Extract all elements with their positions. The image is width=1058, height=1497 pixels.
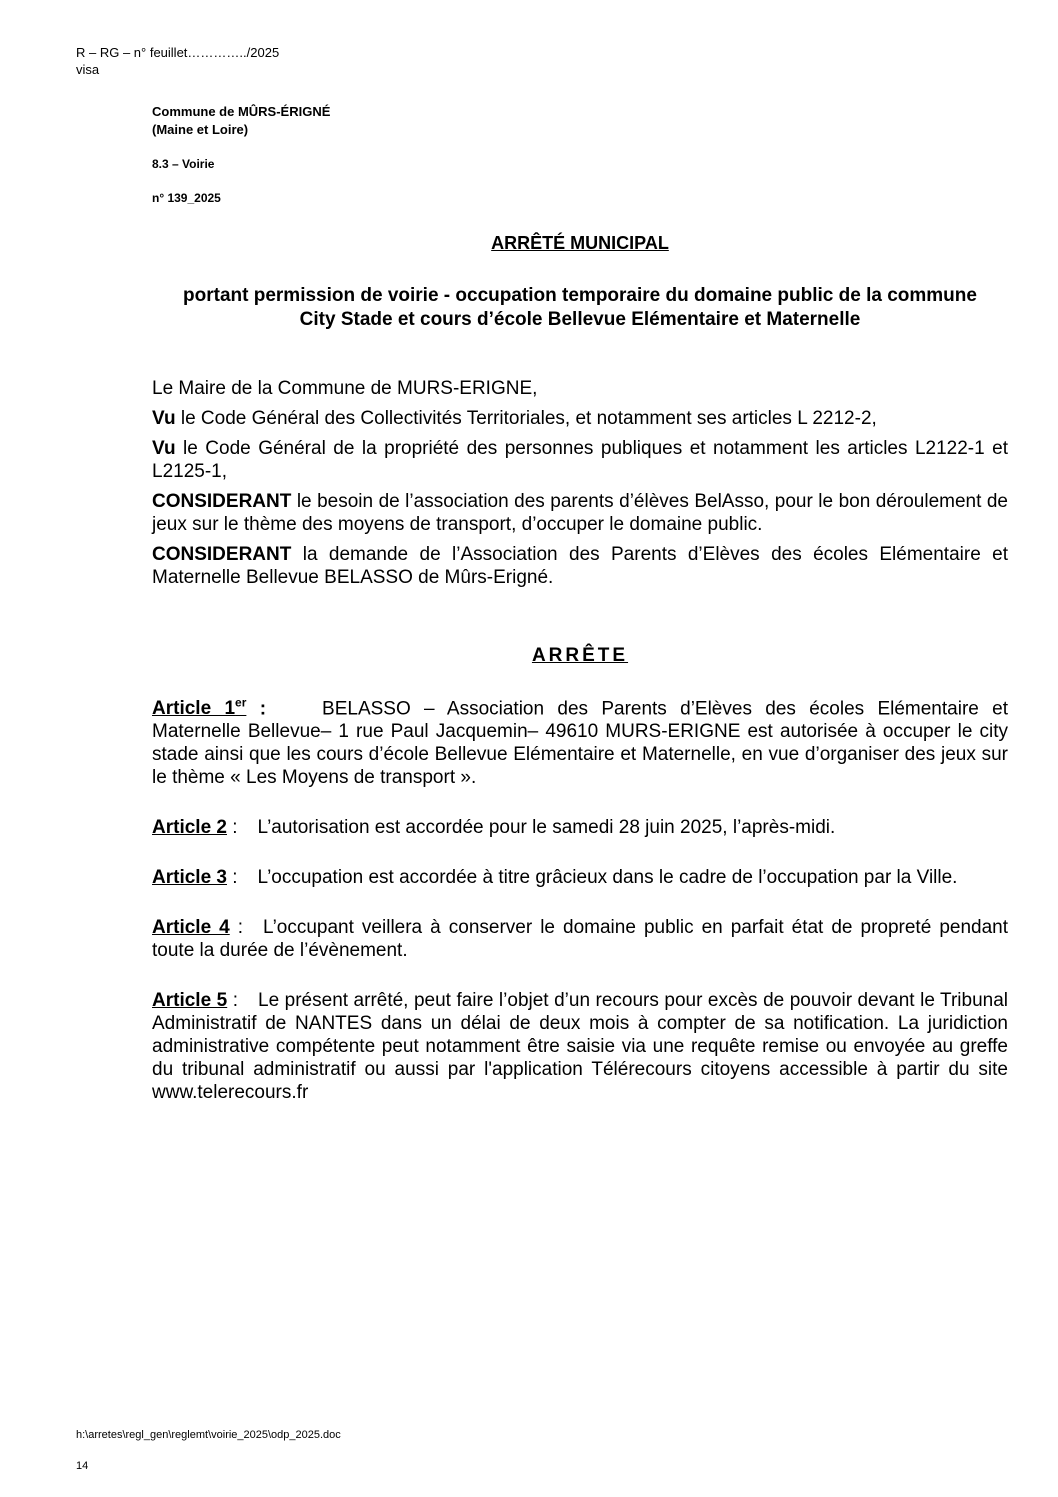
article-1 <box>152 692 1008 789</box>
article-text: Le présent arrêté, peut faire l’objet d’un recours pour excès de pouvoir devant le Tribunal Administratif de NANTES dans un délai de deux mois à compter de sa notification. La juridiction administrative compétente peut notamment être saisie via une requête remise ou envoyée au greffe du tribunal administratif ou aussi par l'application Télérecours citoyens accessible à partir du site www.telerecours.fr <box>152 990 1008 1104</box>
article-5 <box>152 989 1008 1104</box>
commune-department: (Maine et Loire) <box>152 122 249 137</box>
vu-label: Vu <box>152 408 176 429</box>
articles-section <box>152 692 1008 1131</box>
considerant-text: le besoin de l’association des parents d’élèves BelAsso, pour le bon déroulement de jeux sur le thème des moyens de transport, d’occuper le domaine public. <box>152 491 1008 535</box>
preamble <box>152 377 1008 596</box>
article-2 <box>152 816 1008 839</box>
article-label: Article 2 <box>152 817 227 839</box>
article-text: L’occupant veillera à conserver le domaine public en parfait état de propreté pendant toute la durée de l’évènement. <box>152 917 1008 962</box>
article-separator: : <box>246 698 267 720</box>
article-text: L’occupation est accordée à titre grâcieux dans le cadre de l’occupation par la Ville. <box>257 867 958 889</box>
article-label: Article 3 <box>152 867 227 889</box>
subject-line-1: portant permission de voirie - occupation temporaire du domaine public de la commune <box>183 285 977 306</box>
file-path: h:\arretes\regl_gen\reglemt\voirie_2025\odp_2025.doc <box>76 1429 341 1441</box>
article-label: Article 5 <box>152 990 228 1012</box>
considerant-label: CONSIDERANT <box>152 544 292 565</box>
article-separator: : <box>226 867 238 889</box>
commune-block <box>152 103 330 139</box>
vu-label: Vu <box>152 438 176 459</box>
document-subject <box>152 284 1008 332</box>
article-text: BELASSO – Association des Parents d’Elèves des écoles Elémentaire et Maternelle Bellevue– 1 rue Paul Jacquemin– 49610 MURS-ERIGNE est autorisée à occuper le city stade ainsi que les cours d’école Bellevue Elémentaire et Maternelle, en vue d’organiser des jeux sur le thème « Les Moyens de transport ». <box>152 698 1009 789</box>
preamble-considerant-1 <box>152 490 1008 536</box>
considerant-label: CONSIDERANT <box>152 491 292 512</box>
page-number: 14 <box>76 1460 89 1472</box>
decree-number: n° 139_2025 <box>152 191 221 205</box>
preamble-vu-1 <box>152 407 1008 430</box>
preamble-considerant-2 <box>152 543 1008 589</box>
decree-category: 8.3 – Voirie <box>152 157 215 171</box>
article-separator: : <box>226 817 238 839</box>
document-reference <box>76 44 279 78</box>
vu-text: le Code Général de la propriété des personnes publiques et notamment les articles L2122-1 et L2125-1, <box>152 438 1008 482</box>
commune-name: Commune de MÛRS-ÉRIGNÉ <box>152 104 331 119</box>
article-number: Article 1 <box>152 698 236 720</box>
document-title: ARRÊTÉ MUNICIPAL <box>491 233 669 253</box>
preamble-vu-2 <box>152 437 1008 483</box>
article-ordinal-superscript: er <box>235 696 247 710</box>
subject-line-2: City Stade et cours d’école Bellevue Elémentaire et Maternelle <box>299 309 861 330</box>
article-separator: : <box>227 990 239 1012</box>
article-separator: : <box>229 917 244 939</box>
article-3 <box>152 866 1008 889</box>
vu-text: le Code Général des Collectivités Territoriales, et notamment ses articles L 2212-2, <box>175 408 877 429</box>
article-label: Article 4 <box>152 917 230 939</box>
feuillet-reference: R – RG – n° feuillet…………../2025 <box>76 45 280 60</box>
article-label <box>152 698 246 719</box>
decree-heading: ARRÊTE <box>531 645 629 666</box>
preamble-intro: Le Maire de la Commune de MURS-ERIGNE, <box>152 378 538 399</box>
article-text: L’autorisation est accordée pour le samedi 28 juin 2025, l’après-midi. <box>257 817 836 839</box>
article-4 <box>152 916 1008 962</box>
visa-label: visa <box>76 62 100 77</box>
considerant-text: la demande de l’Association des Parents d’Elèves des écoles Elémentaire et Maternelle Bellevue BELASSO de Mûrs-Erigné. <box>152 544 1008 588</box>
